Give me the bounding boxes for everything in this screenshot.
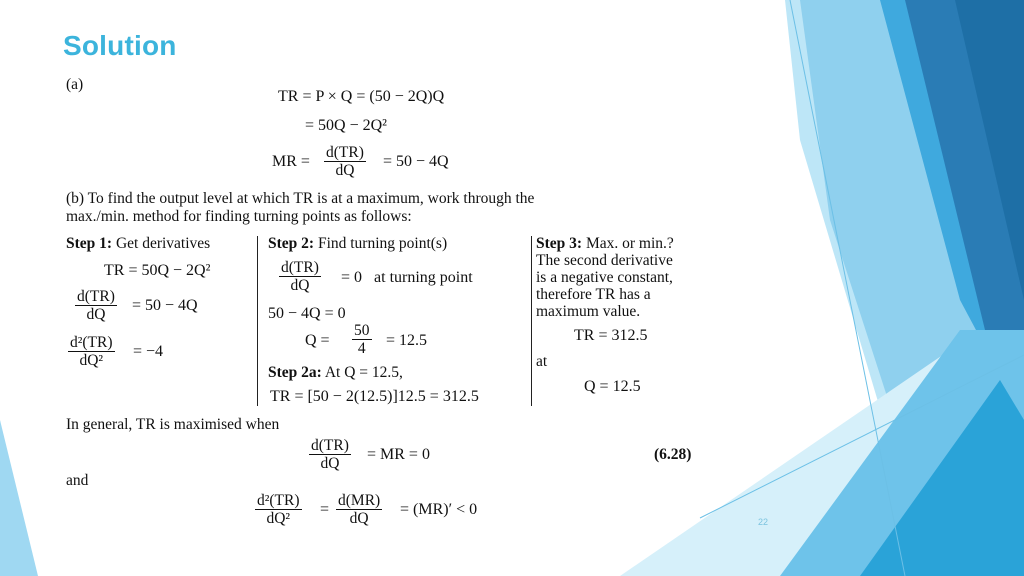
- general-condition-2-rhs: = (MR)′ < 0: [400, 501, 478, 518]
- step-3-tr: TR = 312.5: [574, 327, 648, 344]
- step-2-header: [268, 235, 447, 253]
- general-fraction-2: [255, 492, 302, 527]
- step-3-line-1: The second derivative: [536, 252, 673, 269]
- general-fraction-2-numerator: d²(TR): [257, 492, 300, 509]
- step-2a-label: Step 2a:: [268, 364, 322, 381]
- step-2a-header: [268, 364, 403, 382]
- step-1-d2-rhs: = −4: [133, 343, 164, 360]
- page-number: 22: [758, 517, 769, 527]
- step-3-title: Max. or min.?: [585, 235, 674, 252]
- mr-fraction-numerator: d(TR): [326, 144, 364, 161]
- equation-reference: (6.28): [654, 446, 692, 463]
- general-fraction-3: [336, 492, 382, 527]
- step-2a-equation: TR = [50 − 2(12.5)]12.5 = 312.5: [270, 388, 479, 405]
- step-1-d1-numerator: d(TR): [77, 288, 115, 305]
- step-1-d2-denominator: dQ²: [79, 352, 104, 369]
- column-divider-2: [531, 236, 532, 406]
- step-3-line-2: is a negative constant,: [536, 269, 673, 286]
- step-2-q-rhs: = 12.5: [386, 332, 428, 349]
- mr-lhs: MR =: [272, 153, 310, 170]
- step-1-d1-denominator: dQ: [86, 306, 106, 323]
- step-1-second-derivative-fraction: [68, 334, 115, 369]
- general-fraction-1: [309, 437, 351, 472]
- step-1-d2-numerator: d²(TR): [70, 334, 113, 351]
- part-a-label: (a): [66, 76, 84, 93]
- step-3-label: Step 3:: [536, 235, 583, 252]
- part-a-equation-2: = 50Q − 2Q²: [305, 117, 387, 134]
- step-2-label: Step 2:: [268, 235, 315, 252]
- step-2-denominator: dQ: [290, 277, 310, 294]
- step-2-q-lhs: Q =: [305, 332, 330, 349]
- general-fraction-1-denominator: dQ: [320, 455, 340, 472]
- step-3-at: at: [536, 353, 548, 370]
- general-fraction-3-numerator: d(MR): [338, 492, 381, 509]
- general-condition-1-rhs: = MR = 0: [367, 446, 430, 463]
- step-1-title: Get derivatives: [115, 235, 211, 252]
- step-1-header: [66, 235, 210, 253]
- general-and: and: [66, 472, 89, 489]
- step-2-condition: = 0 at turning point: [341, 269, 473, 286]
- part-b-line-2: max./min. method for finding turning points as follows:: [66, 208, 412, 225]
- step-2-derivative-fraction: [279, 259, 321, 294]
- part-b-line-1: (b) To find the output level at which TR is at a maximum, work through the: [66, 190, 535, 207]
- left-accent-triangle: [0, 420, 38, 576]
- slide-title: Solution: [63, 30, 177, 61]
- step-1-tr: TR = 50Q − 2Q²: [104, 262, 211, 279]
- step-2-equation: 50 − 4Q = 0: [268, 305, 346, 322]
- general-fraction-2-denominator: dQ²: [266, 510, 291, 527]
- general-text: In general, TR is maximised when: [66, 416, 280, 433]
- step-3-q: Q = 12.5: [584, 378, 641, 395]
- step-1-label: Step 1:: [66, 235, 113, 252]
- general-equals: =: [320, 501, 330, 518]
- general-fraction-3-denominator: dQ: [349, 510, 369, 527]
- step-2a-title: At Q = 12.5,: [324, 364, 403, 381]
- step-2-q-denominator: 4: [357, 340, 366, 357]
- mr-fraction-denominator: dQ: [335, 162, 355, 179]
- column-divider-1: [257, 236, 258, 406]
- step-2-q-numerator: 50: [354, 322, 370, 339]
- step-2-title: Find turning point(s): [317, 235, 448, 252]
- step-1-d1-rhs: = 50 − 4Q: [132, 297, 198, 314]
- mr-fraction: [324, 144, 366, 179]
- step-3-line-3: therefore TR has a: [536, 286, 651, 303]
- step-2-q-fraction: [352, 322, 372, 357]
- step-1-first-derivative-fraction: [75, 288, 117, 323]
- mr-rhs: = 50 − 4Q: [383, 153, 449, 170]
- step-3-line-4: maximum value.: [536, 303, 641, 320]
- general-fraction-1-numerator: d(TR): [311, 437, 349, 454]
- step-2-numerator: d(TR): [281, 259, 319, 276]
- step-3-header: [536, 235, 674, 253]
- part-a-equation-1: TR = P × Q = (50 − 2Q)Q: [278, 88, 445, 105]
